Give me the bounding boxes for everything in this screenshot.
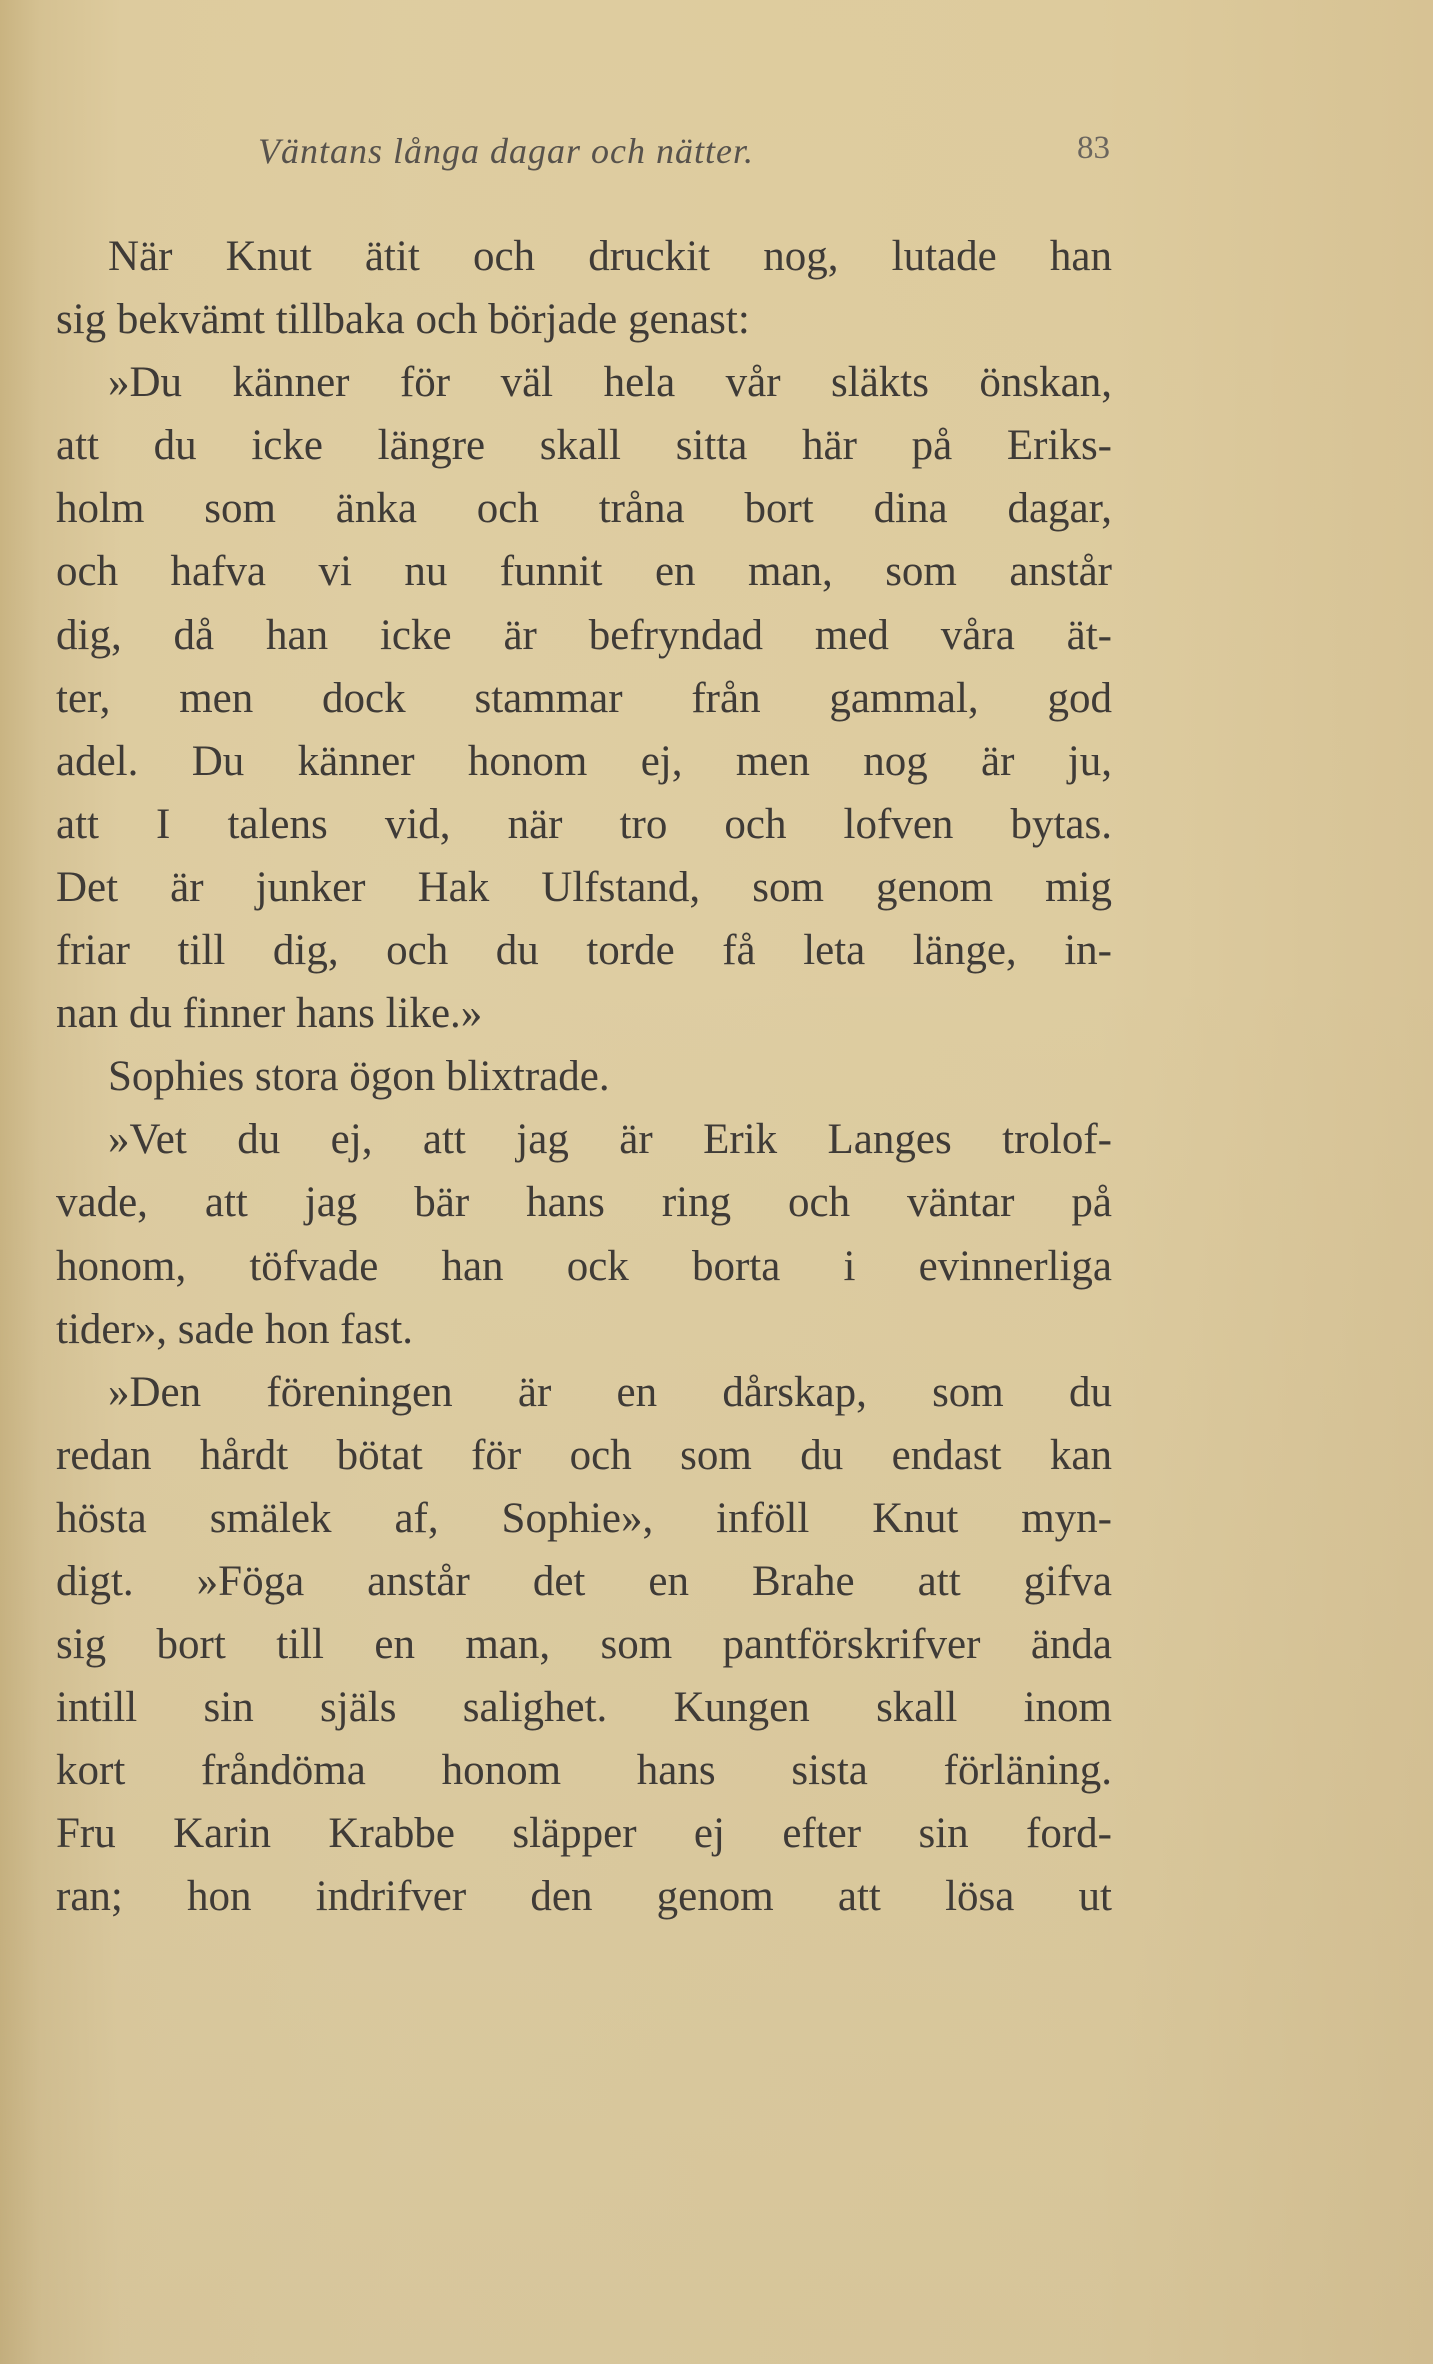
text-line: sig bekvämt tillbaka och började genast:	[56, 296, 750, 344]
text-line: redan hårdt bötat för och som du endast kan	[56, 1431, 1112, 1479]
text-line: ter, men dock stammar från gammal, god	[56, 674, 1112, 722]
text-line: »Den föreningen är en dårskap, som du	[108, 1368, 1112, 1416]
text-line: nan du finner hans like.»	[56, 990, 483, 1038]
text-line: adel. Du känner honom ej, men nog är ju,	[56, 737, 1112, 785]
text-line: att I talens vid, när tro och lofven bytas.	[56, 800, 1112, 848]
text-line: hösta smälek af, Sophie», inföll Knut myn-	[56, 1494, 1112, 1542]
text-line: Fru Karin Krabbe släpper ej efter sin ford-	[56, 1810, 1112, 1858]
body-text	[56, 225, 1112, 1929]
text-line: vade, att jag bär hans ring och väntar på	[56, 1179, 1112, 1227]
text-line: När Knut ätit och druckit nog, lutade han	[108, 233, 1112, 280]
text-line: holm som änka och tråna bort dina dagar,	[56, 485, 1112, 533]
text-line: honom, töfvade han ock borta i evinnerliga	[56, 1242, 1112, 1290]
page-number: 83	[1077, 130, 1110, 166]
text-line: Sophies stora ögon blixtrade.	[108, 1053, 610, 1101]
text-line: intill sin själs salighet. Kungen skall inom	[56, 1684, 1112, 1732]
text-line: Det är junker Hak Ulfstand, som genom mig	[56, 863, 1112, 911]
running-head	[258, 130, 1110, 190]
text-line: friar till dig, och du torde få leta länge, in-	[56, 927, 1112, 975]
text-line: digt. »Föga anstår det en Brahe att gifva	[56, 1557, 1112, 1605]
running-title: Väntans långa dagar och nätter.	[258, 131, 754, 171]
text-line: och hafva vi nu funnit en man, som anstår	[56, 548, 1112, 596]
text-line: kort fråndöma honom hans sista förläning.	[56, 1747, 1112, 1795]
text-line: att du icke längre skall sitta här på Eriks-	[56, 422, 1112, 470]
text-line: dig, då han icke är befryndad med våra ät-	[56, 611, 1112, 659]
text-line: »Vet du ej, att jag är Erik Langes trolof-	[108, 1116, 1112, 1164]
text-line: »Du känner för väl hela vår släkts önskan,	[108, 359, 1112, 407]
text-line: sig bort till en man, som pantförskrifver ända	[56, 1621, 1112, 1669]
text-line: tider», sade hon fast.	[56, 1305, 414, 1353]
text-line: ran; hon indrifver den genom att lösa ut	[56, 1873, 1112, 1921]
